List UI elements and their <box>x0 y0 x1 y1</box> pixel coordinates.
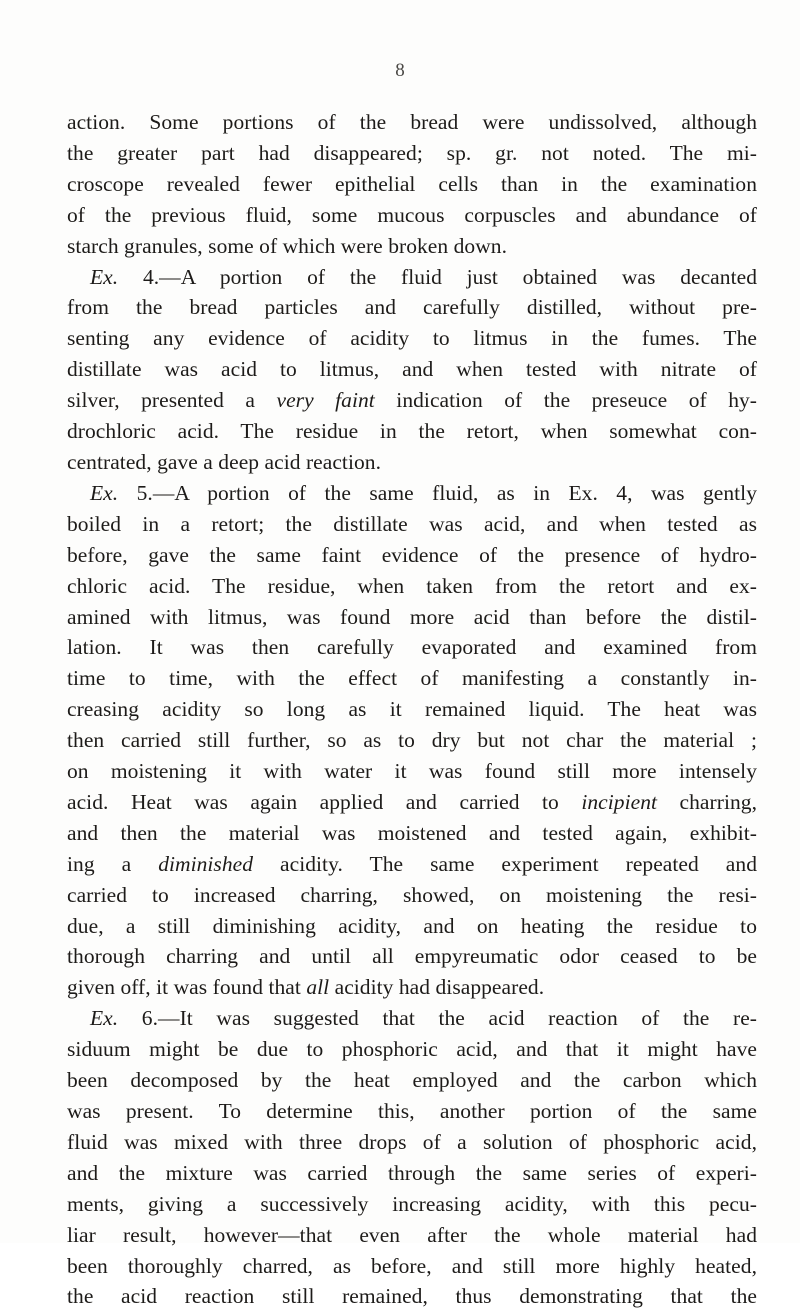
text-run: siduum might be due to phosphoric acid, and that it might have <box>67 1037 757 1062</box>
text-line <box>67 911 757 942</box>
text-run: centrated, gave a deep acid reaction. <box>67 449 382 474</box>
text-line <box>67 447 757 478</box>
text-line <box>67 138 757 169</box>
text-run: been thoroughly charred, as before, and still more highly heated, <box>67 1253 757 1278</box>
italic-text: Ex. <box>90 480 119 505</box>
text-line <box>67 1096 757 1127</box>
text-run: boiled in a retort; the distillate was acid, and when tested as <box>67 511 757 536</box>
text-line <box>67 1281 757 1312</box>
text-run: liar result, however—that even after the whole material had <box>67 1222 757 1247</box>
text-run: given off, it was found that <box>67 975 307 1000</box>
text-run: ing a <box>67 851 159 876</box>
text-line <box>67 1065 757 1096</box>
text-line <box>67 478 757 509</box>
text-run: thorough charring and until all empyreumatic odor ceased to be <box>67 944 757 969</box>
italic-text: diminished <box>158 851 254 876</box>
italic-text: very faint <box>276 388 375 413</box>
text-line <box>67 107 757 138</box>
text-run: acidity had disappeared. <box>329 975 545 1000</box>
text-line <box>67 1127 757 1158</box>
text-run: silver, presented a <box>67 388 277 413</box>
text-run: carried to increased charring, showed, on moistening the resi- <box>67 882 757 907</box>
text-line <box>67 602 757 633</box>
text-run: the acid reaction still remained, thus demonstrating that the <box>67 1284 757 1309</box>
text-line <box>67 756 757 787</box>
text-run: acid. Heat was again applied and carried to <box>67 789 582 814</box>
italic-text: Ex. <box>90 264 119 289</box>
italic-text: incipient <box>581 789 658 814</box>
text-line <box>67 540 757 571</box>
text-run: croscope revealed fewer epithelial cells than in the examination <box>67 171 757 196</box>
text-line <box>67 1251 757 1282</box>
text-run: of the previous fluid, some mucous corpuscles and abundance of <box>67 202 757 227</box>
text-line <box>67 200 757 231</box>
text-line <box>67 231 757 262</box>
text-line <box>67 849 757 880</box>
text-run: senting any evidence of acidity to litmus in the fumes. The <box>67 326 757 351</box>
text-run: amined with litmus, was found more acid than before the distil- <box>67 604 757 629</box>
text-run: creasing acidity so long as it remained liquid. The heat was <box>67 697 757 722</box>
text-line <box>67 354 757 385</box>
text-run: then carried still further, so as to dry but not char the material ; <box>67 728 757 753</box>
text-line <box>67 1220 757 1251</box>
text-run: fluid was mixed with three drops of a solution of phosphoric acid, <box>67 1129 757 1154</box>
text-run: and the mixture was carried through the same series of experi- <box>67 1160 757 1185</box>
text-line <box>67 323 757 354</box>
text-run: and then the material was moistened and tested again, exhibit- <box>67 820 757 845</box>
text-run: starch granules, some of which were broken down. <box>67 233 508 258</box>
text-run: chloric acid. The residue, when taken from the retort and ex- <box>67 573 757 598</box>
text-line <box>67 1034 757 1065</box>
text-line <box>67 880 757 911</box>
text-run: time to time, with the effect of manifesting a constantly in- <box>67 666 757 691</box>
text-run: charring, <box>657 789 757 814</box>
text-line <box>67 385 757 416</box>
text-run: 5.—A portion of the same fluid, as in Ex. 4, was gently <box>118 480 757 505</box>
page-number: 8 <box>395 60 405 81</box>
text-run: been decomposed by the heat employed and the carbon which <box>67 1068 757 1093</box>
body-text <box>67 107 757 1312</box>
text-line <box>67 416 757 447</box>
text-line <box>67 1158 757 1189</box>
text-line <box>67 787 757 818</box>
text-run: indication of the preseuce of hy- <box>374 388 757 413</box>
text-line <box>67 694 757 725</box>
text-line <box>67 262 757 293</box>
text-run: from the bread particles and carefully distilled, without pre- <box>67 295 757 320</box>
text-line <box>67 972 757 1003</box>
text-run: distillate was acid to litmus, and when tested with nitrate of <box>67 357 757 382</box>
text-run: ments, giving a successively increasing acidity, with this pecu- <box>67 1191 757 1216</box>
text-run: before, gave the same faint evidence of the presence of hydro- <box>67 542 757 567</box>
italic-text: all <box>306 975 330 1000</box>
text-run: the greater part had disappeared; sp. gr. not noted. The mi- <box>67 140 757 165</box>
text-run: 6.—It was suggested that the acid reaction of the re- <box>118 1006 757 1031</box>
text-line <box>67 818 757 849</box>
text-run: was present. To determine this, another portion of the same <box>67 1099 757 1123</box>
text-line <box>67 292 757 323</box>
text-line <box>67 941 757 972</box>
text-line <box>67 509 757 540</box>
text-line <box>67 725 757 756</box>
text-run: drochloric acid. The residue in the retort, when somewhat con- <box>67 419 757 444</box>
italic-text: Ex. <box>90 1006 119 1031</box>
text-line <box>67 169 757 200</box>
text-run: acidity. The same experiment repeated and <box>253 851 757 876</box>
text-line <box>67 571 757 602</box>
text-line <box>67 1189 757 1220</box>
text-line <box>67 1003 757 1034</box>
text-run: 4.—A portion of the fluid just obtained was decanted <box>118 264 757 289</box>
text-line <box>67 663 757 694</box>
text-run: action. Some portions of the bread were undissolved, although <box>67 110 757 134</box>
text-line <box>67 632 757 663</box>
text-run: lation. It was then carefully evaporated and examined from <box>67 635 757 660</box>
text-run: due, a still diminishing acidity, and on heating the residue to <box>67 913 757 938</box>
text-run: on moistening it with water it was found still more intensely <box>67 759 757 784</box>
